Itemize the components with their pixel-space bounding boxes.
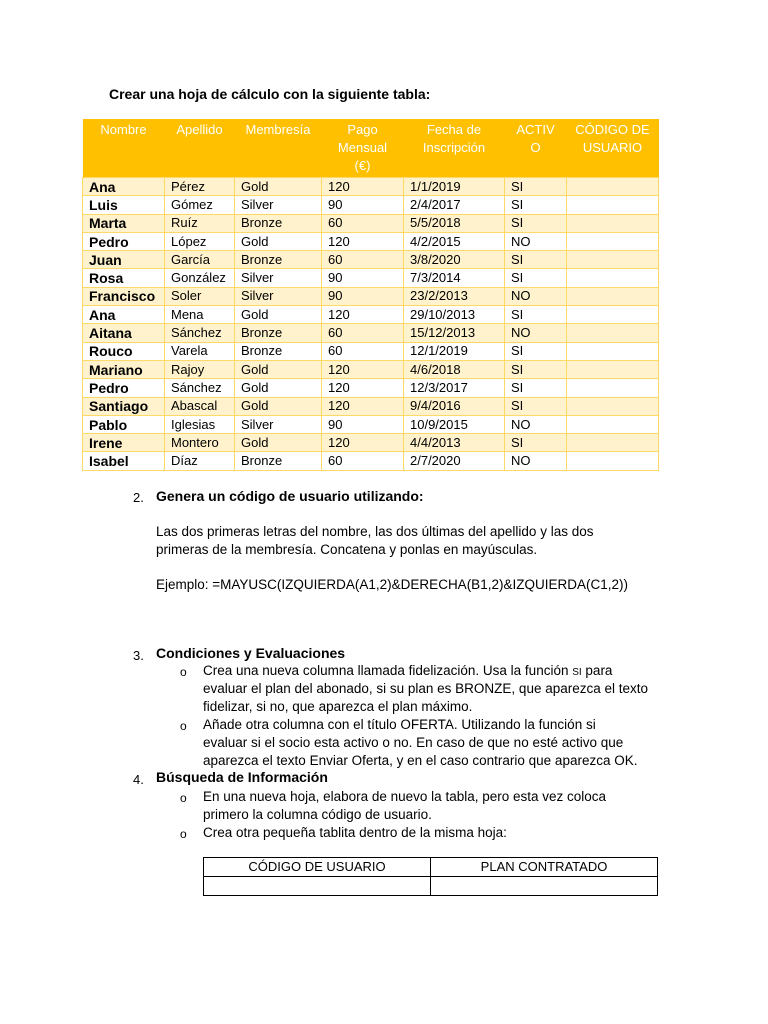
table-cell: SI	[505, 397, 567, 415]
bullet-icon: o	[180, 665, 187, 679]
table-cell: 60	[322, 214, 404, 232]
table-row	[83, 360, 659, 378]
table-cell: Silver	[235, 415, 322, 433]
section-3-bullet-1-line-2: evaluar el plan del abonado, si su plan es BRONZE, que aparezca el texto	[203, 681, 649, 696]
table-cell: 4/4/2013	[404, 434, 505, 452]
table-cell: Iglesias	[165, 415, 235, 433]
table-cell: NO	[505, 452, 567, 470]
table-cell: Pérez	[165, 178, 235, 196]
column-header	[83, 119, 165, 178]
table-cell: González	[165, 269, 235, 287]
table-cell: Ana	[83, 306, 165, 324]
column-header	[235, 119, 322, 178]
lookup-cell	[204, 877, 431, 896]
table-cell: Bronze	[235, 324, 322, 342]
table-cell: 90	[322, 287, 404, 305]
section-2-heading: Genera un código de usuario utilizando:	[156, 488, 424, 504]
table-cell: Gómez	[165, 196, 235, 214]
table-cell: 120	[322, 379, 404, 397]
table-cell: 120	[322, 178, 404, 196]
table-cell: Juan	[83, 251, 165, 269]
table-cell: NO	[505, 287, 567, 305]
table-cell: 120	[322, 360, 404, 378]
table-cell: Rajoy	[165, 360, 235, 378]
table-cell: SI	[505, 178, 567, 196]
table-cell: 60	[322, 251, 404, 269]
table-cell: NO	[505, 232, 567, 250]
table-cell: NO	[505, 415, 567, 433]
table-cell: Mariano	[83, 360, 165, 378]
table-row	[83, 306, 659, 324]
table-cell	[567, 452, 659, 470]
table-cell: 5/5/2018	[404, 214, 505, 232]
table-cell: Silver	[235, 196, 322, 214]
table-cell: Rouco	[83, 342, 165, 360]
table-cell: Isabel	[83, 452, 165, 470]
table-cell: 23/2/2013	[404, 287, 505, 305]
section-4-bullet-1-line-2: primero la columna código de usuario.	[203, 807, 432, 822]
table-cell: Gold	[235, 178, 322, 196]
bullet-icon: o	[180, 827, 187, 841]
table-cell: Irene	[83, 434, 165, 452]
table-cell: 15/12/2013	[404, 324, 505, 342]
table-cell: Sánchez	[165, 379, 235, 397]
table-cell	[567, 360, 659, 378]
section-3-bullet-2-line-1: Añade otra columna con el título OFERTA. Utilizando la función si	[203, 717, 596, 732]
table-cell	[567, 324, 659, 342]
table-cell: Gold	[235, 360, 322, 378]
table-cell: Aitana	[83, 324, 165, 342]
table-cell: 1/1/2019	[404, 178, 505, 196]
table-cell: Abascal	[165, 397, 235, 415]
table-cell: SI	[505, 360, 567, 378]
table-cell: Varela	[165, 342, 235, 360]
table-cell: 60	[322, 342, 404, 360]
section-4-bullet-1-line-1: En una nueva hoja, elabora de nuevo la tabla, pero esta vez coloca	[203, 789, 607, 804]
table-row	[83, 214, 659, 232]
column-header	[322, 119, 404, 178]
section-2-example: Ejemplo: =MAYUSC(IZQUIERDA(A1,2)&DERECHA(B1,2)&IZQUIERDA(C1,2))	[156, 577, 628, 592]
table-cell: Pedro	[83, 232, 165, 250]
table-cell: Luis	[83, 196, 165, 214]
table-row	[83, 397, 659, 415]
table-row	[83, 324, 659, 342]
section-3-bullet-2-line-2: evaluar si el socio esta activo o no. En caso de que no esté activo que	[203, 735, 624, 750]
table-cell	[567, 196, 659, 214]
table-cell: SI	[505, 251, 567, 269]
table-cell: 29/10/2013	[404, 306, 505, 324]
section-2-text-line-1: Las dos primeras letras del nombre, las dos últimas del apellido y las dos	[156, 524, 594, 539]
column-header-line: O	[530, 140, 541, 155]
table-cell: 12/1/2019	[404, 342, 505, 360]
table-cell: Sánchez	[165, 324, 235, 342]
column-header-line: (€)	[354, 158, 371, 173]
table-row	[83, 269, 659, 287]
table-cell: 7/3/2014	[404, 269, 505, 287]
table-cell: SI	[505, 379, 567, 397]
table-cell	[567, 379, 659, 397]
table-row	[83, 196, 659, 214]
section-4-number: 4.	[133, 772, 144, 787]
table-cell: Marta	[83, 214, 165, 232]
table-cell	[567, 342, 659, 360]
table-cell: SI	[505, 342, 567, 360]
table-cell: Gold	[235, 434, 322, 452]
table-row	[83, 434, 659, 452]
members-table	[82, 119, 659, 471]
table-cell: Gold	[235, 397, 322, 415]
column-header-line: Membresía	[245, 122, 311, 137]
lookup-header-code: CÓDIGO DE USUARIO	[204, 858, 431, 877]
table-cell: Bronze	[235, 452, 322, 470]
table-cell: Mena	[165, 306, 235, 324]
column-header	[165, 119, 235, 178]
table-row	[83, 452, 659, 470]
table-cell: Gold	[235, 379, 322, 397]
lookup-header-plan: PLAN CONTRATADO	[431, 858, 658, 877]
table-cell: 2/7/2020	[404, 452, 505, 470]
table-cell: 4/2/2015	[404, 232, 505, 250]
table-cell: Silver	[235, 269, 322, 287]
table-cell: 120	[322, 232, 404, 250]
column-header	[567, 119, 659, 178]
section-3-bullet-1-line-3: fidelizar, si no, que aparezca el plan máximo.	[203, 699, 473, 714]
column-header-line: CÓDIGO DE	[575, 122, 650, 137]
table-cell: Gold	[235, 232, 322, 250]
table-cell: Montero	[165, 434, 235, 452]
section-2-number: 2.	[133, 490, 144, 505]
column-header-line: ACTIV	[516, 122, 555, 137]
section-4-bullet-2-line-1: Crea otra pequeña tablita dentro de la misma hoja:	[203, 825, 507, 840]
column-header	[404, 119, 505, 178]
table-cell: Bronze	[235, 342, 322, 360]
table-cell: SI	[505, 196, 567, 214]
table-cell: SI	[505, 434, 567, 452]
table-cell	[567, 415, 659, 433]
table-row	[83, 287, 659, 305]
table-row	[83, 232, 659, 250]
table-cell	[567, 397, 659, 415]
table-cell: 2/4/2017	[404, 196, 505, 214]
table-cell: 4/6/2018	[404, 360, 505, 378]
table-cell: Silver	[235, 287, 322, 305]
column-header	[505, 119, 567, 178]
bullet-icon: o	[180, 791, 187, 805]
table-cell: SI	[505, 214, 567, 232]
table-cell: 12/3/2017	[404, 379, 505, 397]
table-cell: 10/9/2015	[404, 415, 505, 433]
column-header-line: Mensual	[337, 140, 388, 155]
table-cell: Santiago	[83, 397, 165, 415]
table-cell	[567, 214, 659, 232]
table-cell: 120	[322, 306, 404, 324]
section-3-number: 3.	[133, 648, 144, 663]
table-cell: NO	[505, 324, 567, 342]
column-header-line: Apellido	[176, 122, 223, 137]
table-cell: 90	[322, 415, 404, 433]
table-cell: SI	[505, 306, 567, 324]
table-cell: Díaz	[165, 452, 235, 470]
table-cell: 90	[322, 196, 404, 214]
table-cell	[567, 306, 659, 324]
table-cell: SI	[505, 269, 567, 287]
table-cell: Ruíz	[165, 214, 235, 232]
table-row	[83, 379, 659, 397]
column-header-line: Pago	[347, 122, 378, 137]
bullet-icon: o	[180, 719, 187, 733]
table-row	[83, 251, 659, 269]
table-cell: 120	[322, 397, 404, 415]
table-cell	[567, 269, 659, 287]
section-3-heading: Condiciones y Evaluaciones	[156, 645, 346, 661]
column-header-line: Inscripción	[422, 140, 486, 155]
table-header-row	[83, 119, 659, 178]
table-cell	[567, 178, 659, 196]
lookup-table	[203, 857, 658, 896]
table-cell: 3/8/2020	[404, 251, 505, 269]
table-cell: Bronze	[235, 214, 322, 232]
section-3-bullet-2-line-3: aparezca el texto Enviar Oferta, y en el caso contrario que aparezca OK.	[203, 753, 638, 768]
table-cell	[567, 287, 659, 305]
table-cell: 120	[322, 434, 404, 452]
table-cell: Francisco	[83, 287, 165, 305]
page-title: Crear una hoja de cálculo con la siguiente tabla:	[109, 86, 431, 102]
table-cell: 60	[322, 324, 404, 342]
table-row	[83, 415, 659, 433]
table-cell: Bronze	[235, 251, 322, 269]
table-cell: Pablo	[83, 415, 165, 433]
table-cell: 9/4/2016	[404, 397, 505, 415]
column-header-line: USUARIO	[582, 140, 643, 155]
table-cell: López	[165, 232, 235, 250]
column-header-line: Nombre	[100, 122, 147, 137]
lookup-cell	[431, 877, 658, 896]
table-row	[83, 342, 659, 360]
table-cell: García	[165, 251, 235, 269]
table-cell: Gold	[235, 306, 322, 324]
section-2-text-line-2: primeras de la membresía. Concatena y ponlas en mayúsculas.	[156, 542, 538, 557]
column-header-line: Fecha de	[426, 122, 482, 137]
table-cell: Pedro	[83, 379, 165, 397]
table-cell: 90	[322, 269, 404, 287]
table-row	[83, 178, 659, 196]
section-4-heading: Búsqueda de Información	[156, 769, 328, 785]
section-3-bullet-1-line-1: Crea una nueva columna llamada fidelización. Usa la función SI para	[203, 663, 613, 678]
table-cell: Rosa	[83, 269, 165, 287]
table-cell	[567, 251, 659, 269]
table-cell	[567, 434, 659, 452]
table-cell: Ana	[83, 178, 165, 196]
table-cell	[567, 232, 659, 250]
table-cell: 60	[322, 452, 404, 470]
table-cell: Soler	[165, 287, 235, 305]
